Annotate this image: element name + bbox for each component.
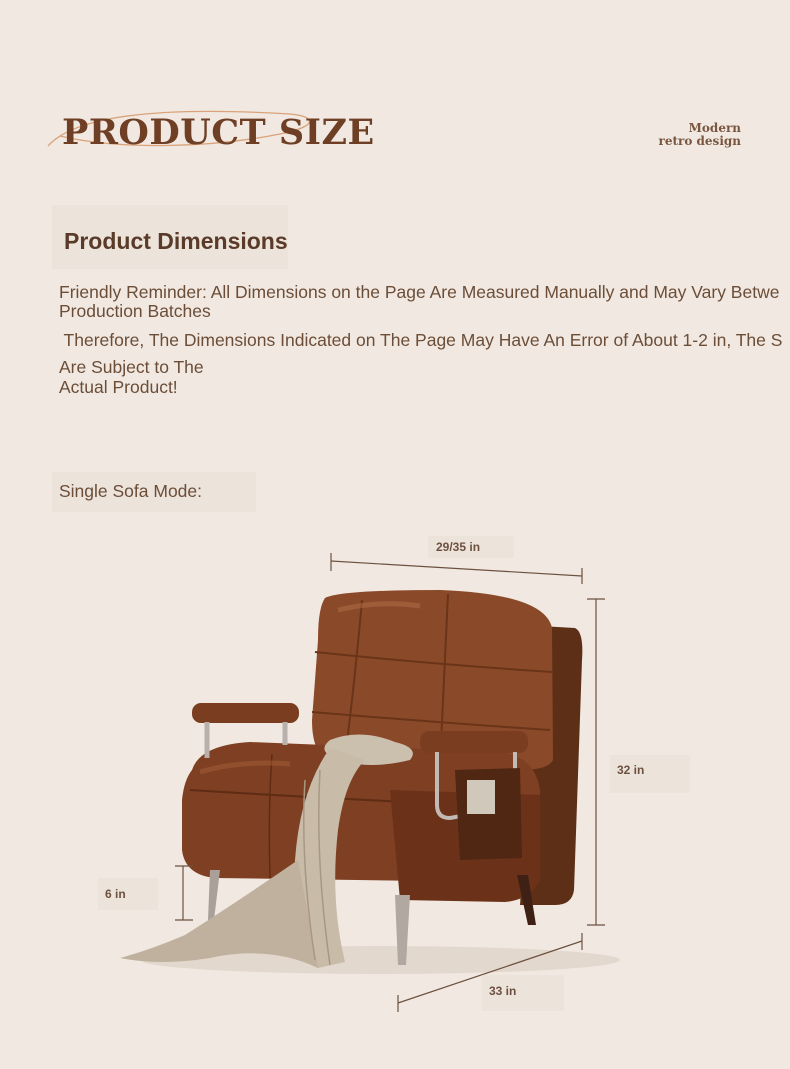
- reminder-line-3: Therefore, The Dimensions Indicated on The Page May Have An Error of About 1-2 in, The S: [59, 330, 783, 350]
- reminder-line-2: Production Batches: [59, 301, 211, 321]
- leg-dimension-line: [175, 866, 193, 920]
- page-title: PRODUCT SIZE: [62, 112, 375, 153]
- reminder-line-1: Friendly Reminder: All Dimensions on the Page Are Measured Manually and May Vary Betwe: [59, 282, 780, 302]
- depth-dimension-label: 33 in: [489, 984, 517, 998]
- tagline-line-1: Modern: [688, 121, 741, 135]
- reminder-line-4: Are Subject to The: [59, 357, 204, 377]
- width-dimension-label: 29/35 in: [436, 540, 481, 554]
- tagline-line-2: retro design: [658, 134, 741, 148]
- section-heading: Product Dimensions: [64, 228, 288, 254]
- mode-label: Single Sofa Mode:: [59, 481, 203, 501]
- leg-dimension-label: 6 in: [105, 887, 126, 901]
- height-dimension-label: 32 in: [617, 763, 645, 777]
- height-dimension-line: [587, 599, 605, 925]
- tagline: [659, 122, 741, 148]
- reminder-line-5: Actual Product!: [59, 377, 178, 397]
